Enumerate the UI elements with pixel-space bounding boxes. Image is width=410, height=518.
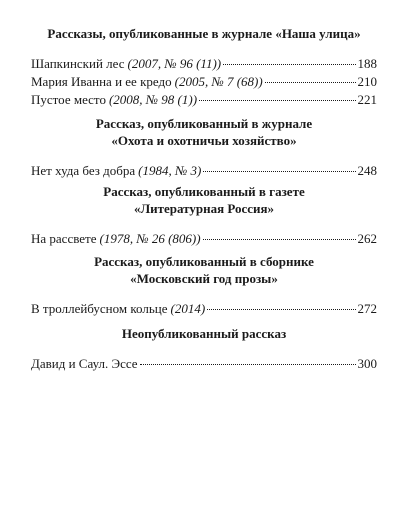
section-heading-line: Рассказ, опубликованный в журнале (95, 116, 313, 131)
section-heading (31, 25, 377, 42)
entry-page-number: 221 (357, 92, 377, 107)
section-heading-line: Рассказы, опубликованные в журнале «Наша улица» (47, 26, 361, 41)
entry-publication-ref: (2007, № 96 (11)) (127, 56, 222, 71)
toc-entry (31, 355, 377, 373)
entry-page-number: 188 (357, 56, 377, 71)
section-heading-line: Неопубликованный рассказ (121, 326, 287, 341)
entry-page-number: 262 (357, 231, 377, 246)
toc-entry (31, 73, 377, 91)
section-heading-line: Рассказ, опубликованный в газете (103, 184, 305, 199)
toc-entry (31, 300, 377, 318)
entry-publication-ref: (2005, № 7 (68)) (174, 74, 263, 89)
toc-entry (31, 55, 377, 73)
entry-title: Нет худа без добра (31, 163, 136, 178)
section-heading-line: «Охота и охотничьи хозяйство» (111, 133, 297, 148)
entry-page-number: 300 (357, 356, 377, 371)
entry-title: В троллейбусном кольце (31, 301, 168, 316)
toc-section-unpublished (31, 325, 377, 373)
section-heading (31, 253, 377, 287)
section-heading-line: «Литературная Россия» (133, 201, 275, 216)
toc-entries (31, 55, 377, 109)
entry-publication-ref: (1984, № 3) (138, 163, 202, 178)
entry-title: Пустое место (31, 92, 106, 107)
toc-entry (31, 91, 377, 109)
section-heading (31, 183, 377, 217)
toc-entries (31, 300, 377, 318)
entry-publication-ref: (2014) (170, 301, 206, 316)
dot-leader (265, 81, 356, 83)
toc-entries (31, 162, 377, 180)
toc-section-nasha-ulitsa (31, 25, 377, 109)
dot-leader (203, 238, 356, 240)
toc-entry (31, 162, 377, 180)
section-heading (31, 325, 377, 342)
dot-leader (203, 170, 355, 172)
entry-title: На рассвете (31, 231, 97, 246)
entry-publication-ref: (1978, № 26 (806)) (99, 231, 201, 246)
dot-leader (223, 63, 355, 65)
dot-leader (207, 308, 355, 310)
toc-entries (31, 355, 377, 373)
toc-entry (31, 230, 377, 248)
entry-title: Мария Иванна и ее кредо (31, 74, 172, 89)
toc-section-okhota (31, 115, 377, 180)
dot-leader (199, 99, 355, 101)
section-heading (31, 115, 377, 149)
entry-publication-ref: (2008, № 98 (1)) (108, 92, 198, 107)
toc-entries (31, 230, 377, 248)
toc-section-moskovsky-god-prozy (31, 253, 377, 318)
entry-page-number: 248 (357, 163, 377, 178)
entry-title: Шапкинский лес (31, 56, 125, 71)
dot-leader (140, 363, 356, 365)
entry-page-number: 272 (357, 301, 377, 316)
section-heading-line: Рассказ, опубликованный в сборнике (94, 254, 314, 269)
section-heading-line: «Московский год прозы» (130, 271, 278, 286)
entry-title: Давид и Саул. Эссе (31, 356, 138, 371)
entry-page-number: 210 (357, 74, 377, 89)
toc-section-literaturnaya-rossiya (31, 183, 377, 248)
